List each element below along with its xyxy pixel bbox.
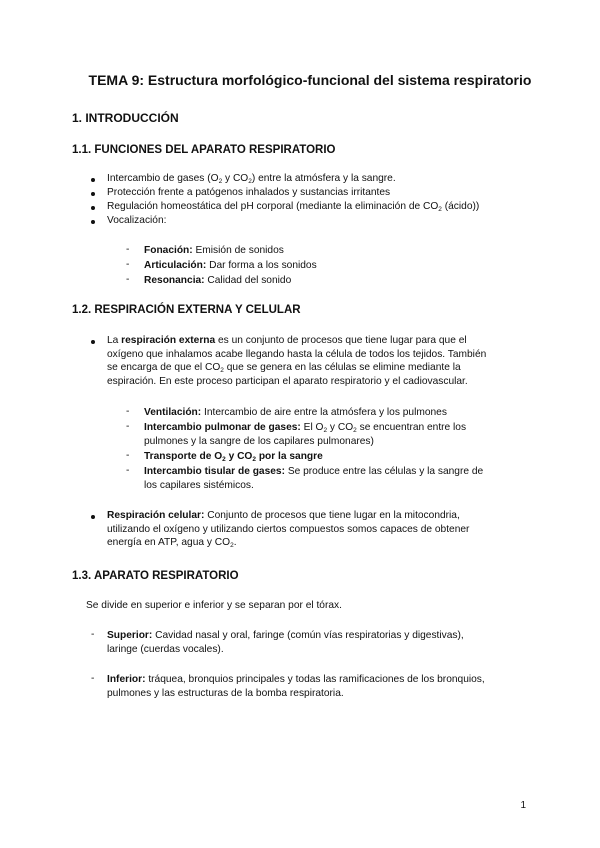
section-heading-introduccion: 1. INTRODUCCIÓN	[72, 111, 179, 125]
sub-list-item: Ventilación: Intercambio de aire entre la atmósfera y los pulmones	[144, 407, 447, 418]
dash-icon: -	[91, 629, 95, 640]
sub-list-item: Resonancia: Calidad del sonido	[144, 275, 292, 286]
dash-icon: -	[126, 450, 130, 461]
bullet-icon	[91, 192, 95, 196]
dash-icon: -	[126, 421, 130, 432]
sub-list-item: Fonación: Emisión de sonidos	[144, 245, 284, 256]
list-item: Inferior: tráquea, bronquios principales y todas las ramificaciones de los bronquios, pulmones y las estructuras de la bomba respiratoria.	[107, 674, 485, 699]
bullet-icon	[91, 178, 95, 182]
bullet-icon	[91, 206, 95, 210]
sub-list-item: Articulación: Dar forma a los sonidos	[144, 260, 317, 271]
document-title: TEMA 9: Estructura morfológico-funcional del sistema respiratorio	[88, 72, 532, 88]
subsection-heading-aparato: 1.3. APARATO RESPIRATORIO	[72, 570, 239, 582]
dash-icon: -	[91, 673, 95, 684]
subsection-heading-funciones: 1.1. FUNCIONES DEL APARATO RESPIRATORIO	[72, 144, 336, 156]
list-item: Protección frente a patógenos inhalados y sustancias irritantes	[107, 187, 391, 198]
bullet-icon	[91, 340, 95, 344]
subsection-heading-respiracion: 1.2. RESPIRACIÓN EXTERNA Y CELULAR	[72, 304, 301, 316]
dash-icon: -	[126, 406, 130, 417]
list-item: Intercambio de gases ($O_2$ y $CO_2$) entre la atmósfera y la sangre.	[107, 173, 396, 185]
dash-icon: -	[126, 259, 130, 270]
list-item: Regulación homeostática del pH corporal (mediante la eliminación de $CO_2$ (ácido))	[107, 201, 480, 213]
list-item: Superior: Cavidad nasal y oral, faringe (común vías respiratorias y digestivas), laringe (cuerdas vocales).	[107, 630, 464, 655]
sub-list-item: Transporte de $O_2$ y $CO_2$ por la sangre	[144, 451, 323, 463]
sub-list-item: Intercambio pulmonar de gases: El $O_2$ y $CO_2$ se encuentran entre los pulmones y la sangre de los capilares pulmonares)	[144, 422, 467, 447]
list-item: Vocalización:	[107, 215, 167, 226]
page-number: 1	[520, 800, 526, 811]
dash-icon: -	[126, 465, 130, 476]
sub-list-item: Intercambio tisular de gases: Se produce entre las células y la sangre de los capilares sistémicos.	[144, 466, 484, 491]
bullet-icon	[91, 515, 95, 519]
paragraph-respiracion-externa: La respiración externa es un conjunto de procesos que tiene lugar para que el oxígeno que inhalamos acabe llegando hasta la célula de todos los tejidos. También se encarga de que el $CO_2$ que se genera en las células se elimine mediante la espiración. En este proceso participan el aparato respiratorio y el cadiovascular.	[107, 335, 487, 387]
bullet-icon	[91, 220, 95, 224]
intro-paragraph: Se divide en superior e inferior y se separan por el tórax.	[86, 600, 342, 611]
dash-icon: -	[126, 244, 130, 255]
dash-icon: -	[126, 274, 130, 285]
paragraph-respiracion-celular: Respiración celular: Conjunto de procesos que tiene lugar en la mitocondria, utilizando el oxígeno y utilizando ciertos compuestos somos capaces de obtener energía en ATP, agua y $CO_2$.	[107, 510, 470, 549]
